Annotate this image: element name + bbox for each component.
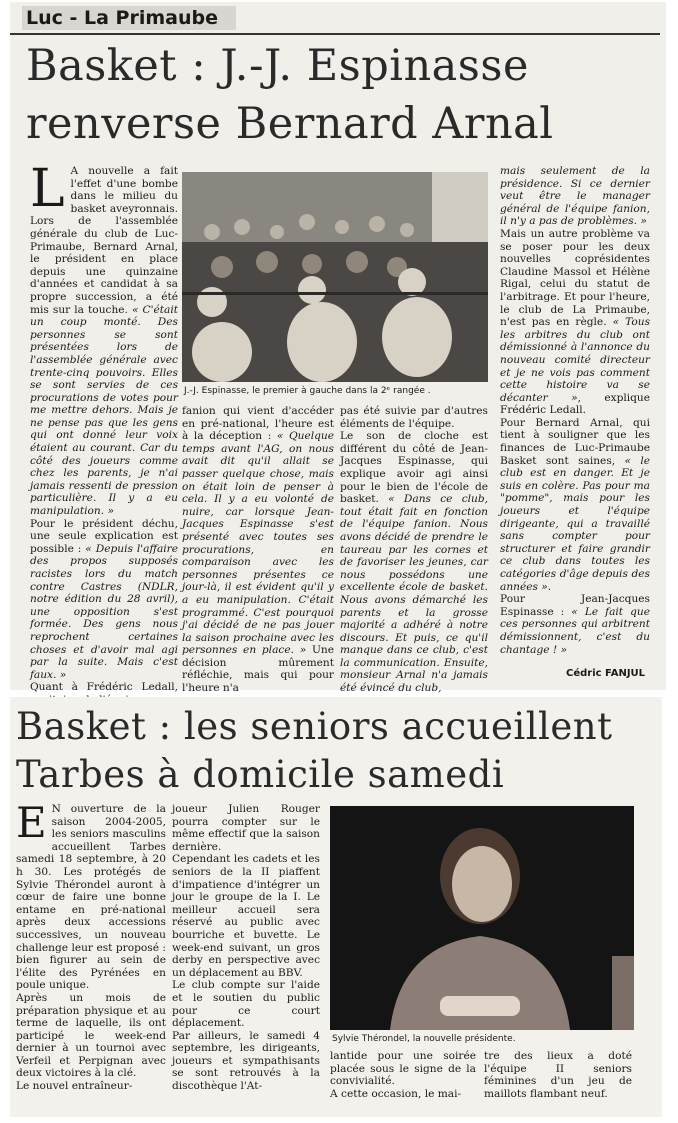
body-text: Le nouvel entraîneur- <box>16 1080 133 1093</box>
quote-text: « Tous les arbitres du club ont démissionné à l'annonce du nouveau comité directeur et je ne vois pas comment cette histoire va se décanter » <box>500 316 651 404</box>
body-text: Quant à Frédéric Ledall, <box>30 681 178 694</box>
article-1-column-2 <box>182 405 335 695</box>
article-1-title-line-1: Basket : J.-J. Espinasse <box>26 41 529 91</box>
body-text: Cependant les cadets et les seniors de la II piaffent d'impatience d'intégrer un jour le groupe de la I. Le meilleur accueil sera réservé au public avec bourriche et buvette. Le week-end suivant, un gros derby en perspective avec un déplacement au BBV. <box>172 853 320 979</box>
body-text: N ouverture de la saison 2004-2005, les seniors masculins accueillent Tarbes samedi 18 septembre, à 20 h 30. Les protégés de Sylvie Thérondel auront à cœur de faire une bonne entame en pré-national après deux accessions successives, un nouveau challenge leur est proposé : bien figurer au sein de l'élite des Pyrénées en poule unique. <box>16 803 166 992</box>
body-text: lantide pour une soirée placée sous le signe de la convivialité. <box>330 1050 476 1088</box>
paragraph <box>484 1050 632 1100</box>
paragraph <box>16 992 166 1080</box>
paragraph <box>16 1080 166 1093</box>
quote-text: « Depuis l'affaire des propos supposés racistes lors du match contre Castres (NDLR, notre édition du 28 avril), une opposition s'est formée. Des gens nous reprochent certaines choses et d'avoir mal agi par la suite. Mais c'est faux. » <box>30 542 178 681</box>
quote-text: « Dans ce club, tout était fait en fonction de l'équipe fanion. Nous avons décidé de prendre le taureau par les cornes et de favoriser les jeunes, car nous possédons une excellente école de basket. Nous avons démarché les parents et la grosse majorité a adhéré à notre discours. Et puis, ce qu'il manque dans ce club, c'est la communication. Ensuite, monsieur Arnal n'a jamais été évincé du club, <box>340 493 488 695</box>
paragraph <box>30 518 178 682</box>
body-text: joueur Julien Rouger pourra compter sur le même effectif que la saison dernière. <box>172 803 320 853</box>
article-2-title-line-1: Basket : les seniors accueillent <box>16 705 613 748</box>
body-text: Pour Bernard Arnal, qui tient à souligner que les finances de Luc-Primaube Basket sont saines, <box>500 416 650 467</box>
quote-text: « Le fait que ces personnes qui arbitrent démissionnent, c'est du chantage ! » <box>500 605 650 656</box>
body-text: tre des lieux a doté l'équipe II seniors féminines d'un jeu de maillots flambant neuf. <box>484 1050 632 1100</box>
article-1-title-line-2: renverse Bernard Arnal <box>26 99 554 149</box>
drop-cap: E <box>16 798 47 847</box>
body-text: Une décision mûrement réfléchie, mais qui pour l'heure n'a <box>182 644 335 695</box>
article-2-photo-caption: Sylvie Thérondel, la nouvelle présidente. <box>332 1034 516 1044</box>
section-header: Luc - La Primaube <box>22 6 236 30</box>
paragraph <box>330 1050 476 1088</box>
paragraph <box>500 165 650 228</box>
body-text: Mais un autre problème va se poser pour les deux nouvelles coprésidentes Claudine Massol et Hélène Rigal, celui du statut de l'arbitrage. Et pour l'heure, le club de La Primaube, n'est pas en règle. <box>500 227 650 329</box>
body-text: Après un mois de préparation physique et au terme de laquelle, ils ont participé le week-end dernier à un tournoi avec Verfeil et Perpignan avec deux victoires à la clé. <box>16 991 166 1080</box>
quote-text: « Quelque temps avant l'AG, on nous avait dit qu'il allait se passer quelque chose, mais on était loin de penser à cela. Il y a eu volonté de nuire, car lorsque Jean-Jacques Espinasse s'est présenté avec toutes ses procurations, en comparaison avec les personnes présentes ce jour-là, il est évident qu'il y a eu manipulation. C'était programmé. C'est pourquoi j'ai décidé de ne pas jouer la saison prochaine avec les personnes en place. » <box>182 430 334 657</box>
header-rule <box>10 33 660 35</box>
paragraph <box>500 417 650 593</box>
body-text: fanion qui vient d'accéder en pré-national, l'heure est à la déception : <box>182 405 334 443</box>
paragraph <box>172 853 320 979</box>
article-2-column-4 <box>484 1050 632 1114</box>
article-1-photo-caption: J.-J. Espinasse, le premier à gauche dans la 2ᵉ rangée . <box>184 386 431 396</box>
drop-cap: L <box>30 159 65 219</box>
body-text: Pour le président déchu, une seule explication est possible : <box>30 517 178 555</box>
body-text: Pour Jean-Jacques Espinasse : <box>500 593 650 618</box>
article-2-photo <box>330 806 634 1030</box>
article-2-column-1 <box>16 798 166 1115</box>
body-text: . <box>547 580 552 593</box>
article-1-column-4 <box>500 165 650 665</box>
paragraph <box>340 405 488 430</box>
article-2-column-3 <box>330 1050 476 1114</box>
body-text: pas été suivie par d'autres éléments de l'équipe. <box>340 405 488 430</box>
paragraph <box>340 430 488 694</box>
paragraph <box>182 405 334 695</box>
body-text: Le club compte sur l'aide et le soutien du public pour ce court déplacement. <box>172 979 320 1030</box>
body-text: A cette occasion, le mai- <box>330 1087 462 1100</box>
article-1-column-3 <box>340 405 488 695</box>
body-text: A nouvelle a fait l'effet d'une bombe dans le milieu du basket aveyronnais. Lors de l'assemblée générale du club de Luc-Primaube, Bernard Arnal, le président en place depuis une quinzaine d'années et candidat à sa propre succession, a été mis sur la touche. <box>30 165 178 316</box>
article-2-column-2 <box>172 803 320 1115</box>
paragraph <box>330 1088 476 1101</box>
article-1-column-1 <box>30 159 179 694</box>
article-1-photo <box>182 172 488 382</box>
quote-text: mais seulement de la présidence. Si ce dernier veut être le manager général de l'équipe fanion, il n'y a pas de problèmes. » <box>500 165 650 228</box>
quote-text: « C'était un coup monté. Des personnes se sont présentées lors de l'assemblée générale avec trente-cinq pouvoirs. Elles se sont servies de ces procurations de votes pour me mettre dehors. Mais je ne pense pas que les gens qui ont donné leur voix étaient au courant. Car du côté des joueurs comme chez les parents, je n'ai jamais ressenti de pression particulière. Il y a eu manipulation. » <box>30 303 179 518</box>
article-1-byline: Cédric FANJUL <box>566 668 646 679</box>
paragraph <box>172 979 320 1029</box>
paragraph <box>172 803 320 853</box>
body-text: Par ailleurs, le samedi 4 septembre, les dirigeants, joueurs et sympathisants se sont retrouvés à la discothèque l'At- <box>172 1029 320 1093</box>
paragraph <box>16 798 166 992</box>
paragraph <box>500 593 650 656</box>
body-text: , explique Frédéric Ledall. <box>500 391 650 417</box>
body-text: Le son de cloche est différent du côté de Jean-Jacques Espinasse, qui explique avoir agi ainsi pour le bien de l'école de basket. <box>340 430 488 506</box>
quote-text: « le club est en danger. Et je suis en colère. Pas pour ma "pomme", mais pour les joueurs et l'équipe dirigeante, qui a travaillé sans compter pour structurer et faire grandir ce club dans toutes les catégories d'âge depuis des années » <box>500 454 650 593</box>
paragraph <box>172 1030 320 1093</box>
paragraph <box>30 159 179 518</box>
paragraph <box>500 228 650 417</box>
article-2-title-line-2: Tarbes à domicile samedi <box>16 753 505 796</box>
